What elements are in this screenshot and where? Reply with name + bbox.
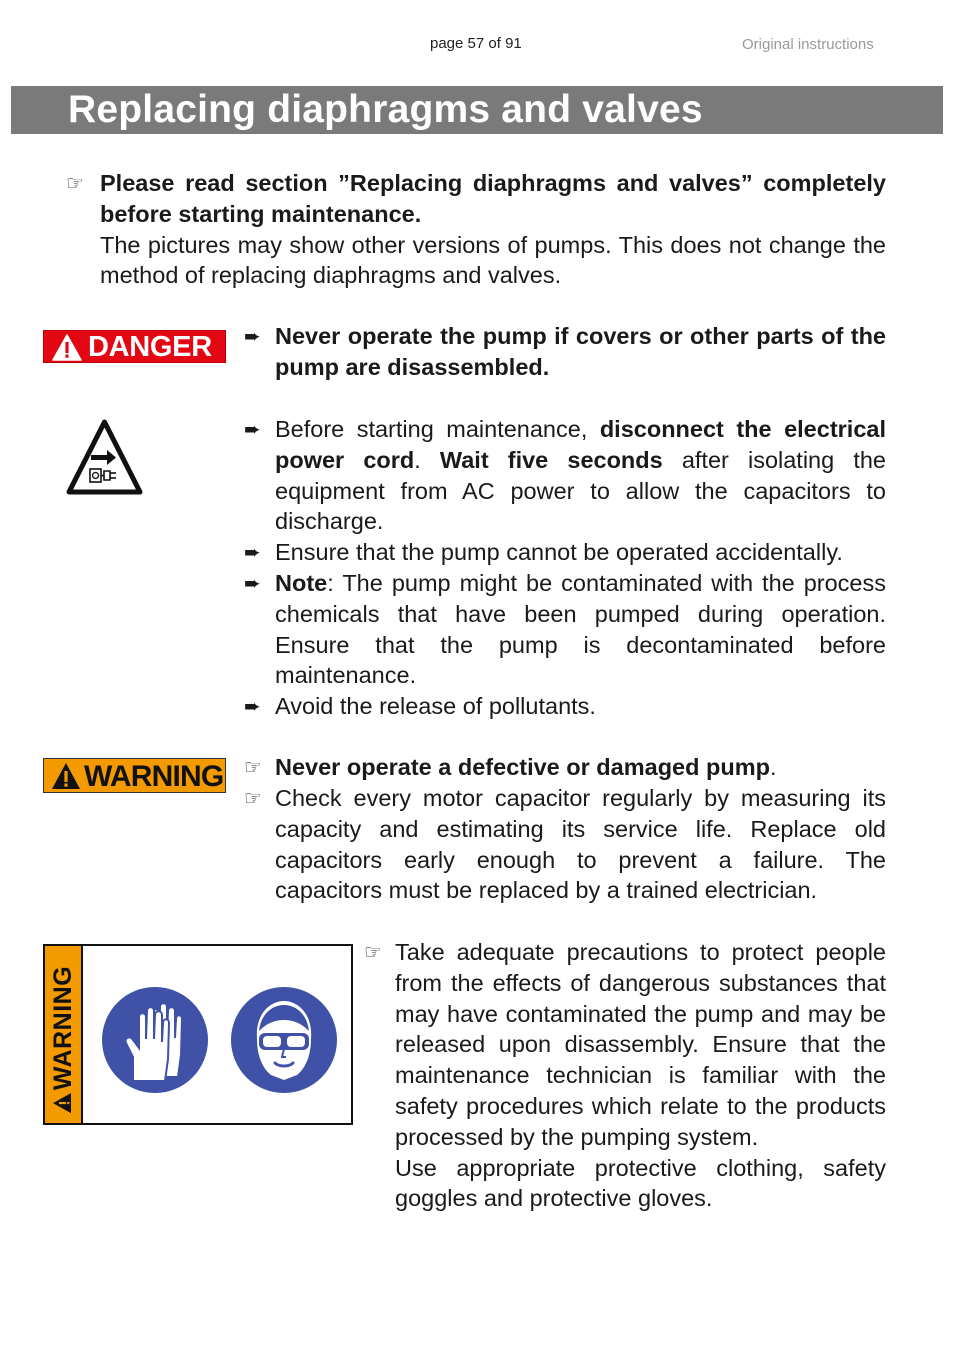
warning-strip-text: WARNING <box>49 965 77 1091</box>
electrical-item-1-rest: after isolating the equipment from AC power to allow the capacitors to discharge. <box>275 446 886 535</box>
electrical-item-1-bold2: Wait five seconds <box>439 446 663 473</box>
ppe-text-block <box>395 937 886 1214</box>
ppe-text-1: Take adequate precautions to protect people from the effects of dangerous substances that may have contaminated the pump and may be released upon disassembly. Ensure that the maintenance technician is familiar with the safety procedures which relate to the products processed by the pumping system. <box>395 939 886 1150</box>
warning-item-1 <box>275 752 886 783</box>
pointing-hand-icon: ☞ <box>244 757 262 779</box>
section-title-bar <box>11 86 943 134</box>
warning-triangle-icon <box>51 762 81 790</box>
safety-goggles-icon <box>227 983 341 1097</box>
warning-strip-label <box>48 966 78 1114</box>
warning-item-1-end: . <box>769 754 777 780</box>
document-label: Original instructions <box>742 36 874 53</box>
electrical-item-1-bold1: disconnect the electrical power cord <box>275 416 886 473</box>
ppe-warning-sign <box>43 944 353 1125</box>
electrical-item-2: Ensure that the pump cannot be operated accidentally. <box>275 539 843 565</box>
electrical-item-3 <box>275 568 886 691</box>
pointing-hand-icon: ☞ <box>66 173 84 195</box>
page-number: page 57 of 91 <box>430 35 522 52</box>
intro-bold-text: Please read section ”Replacing diaphragms and valves” completely before starting maintenance. <box>100 170 886 227</box>
warning-badge-label: WARNING <box>84 760 224 793</box>
electrical-item-3-rest: : The pump might be contaminated with the process chemicals that have been pumped during operation. Ensure that the pump is decontaminated before maintenance. <box>275 570 886 689</box>
electrical-item-1 <box>275 414 886 537</box>
intro-text: The pictures may show other versions of pumps. This does not change the method of replacing diaphragms and valves. <box>100 231 886 289</box>
disconnect-mains-plug-icon <box>66 419 143 496</box>
warning-item-1-bold: Never operate a defective or damaged pump <box>275 754 770 780</box>
page-title: Replacing diaphragms and valves <box>68 88 703 131</box>
warning-item-2-text: Check every motor capacitor regularly by measuring its capacity and estimating its service life. Replace old capacitors early enough to prevent a failure. The capacitors must be replaced by a trained electrician. <box>275 785 886 904</box>
danger-badge <box>43 330 226 363</box>
ppe-text-2: Use appropriate protective clothing, safety goggles and protective gloves. <box>395 1154 886 1212</box>
electrical-item-1-sep: . <box>414 446 440 473</box>
note-label: Note <box>275 570 328 596</box>
warning-triangle-icon <box>52 334 82 361</box>
arrow-right-icon: ➨ <box>244 696 261 718</box>
warning-triangle-icon <box>52 1092 72 1114</box>
arrow-right-icon: ➨ <box>244 326 261 348</box>
danger-badge-label: DANGER <box>88 331 212 363</box>
danger-text-block <box>275 321 886 383</box>
pointing-hand-icon: ☞ <box>364 942 382 964</box>
electrical-item-1-lead: Before starting maintenance, <box>275 416 600 442</box>
protective-gloves-icon <box>98 983 212 1097</box>
warning-strip <box>45 946 83 1123</box>
arrow-right-icon: ➨ <box>244 573 261 595</box>
arrow-right-icon: ➨ <box>244 542 261 564</box>
intro-block <box>100 168 886 291</box>
warning-badge <box>43 758 226 793</box>
warning-item-2 <box>275 783 886 906</box>
pointing-hand-icon: ☞ <box>244 788 262 810</box>
danger-bold-text: Never operate the pump if covers or other parts of the pump are disassembled. <box>275 323 886 380</box>
arrow-right-icon: ➨ <box>244 419 261 441</box>
electrical-item-4: Avoid the release of pollutants. <box>275 693 596 719</box>
